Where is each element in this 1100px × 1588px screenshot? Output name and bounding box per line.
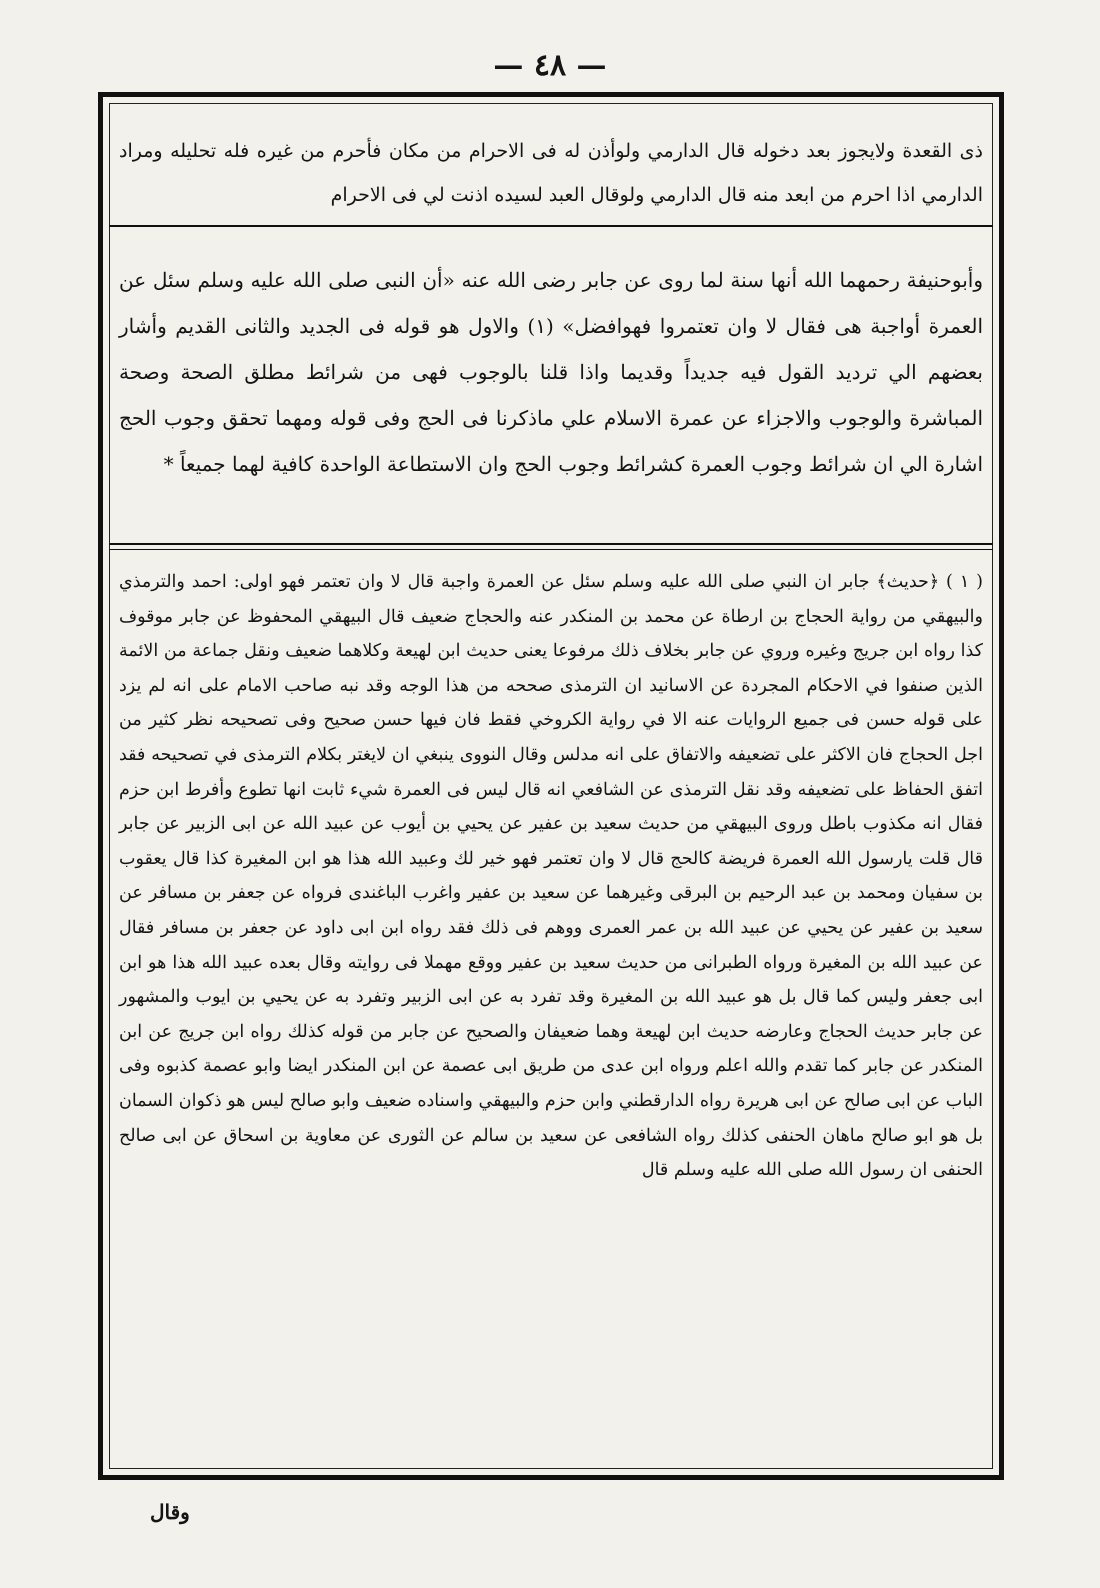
page-frame bbox=[98, 92, 1004, 1480]
section-divider-footnotes bbox=[109, 543, 993, 545]
footnote-takhrij-section bbox=[119, 565, 983, 1188]
commentary-top-text: ذى القعدة ولايجوز بعد دخوله قال الدارمي ولوأذن له فى الاحرام من مكان فأحرم من غيره فله تحليله ومراد الدارمي اذا احرم من ابعد منه قال الدارمي ولوقال العبد لسيده اذنت لي فى الاحرام bbox=[119, 140, 983, 206]
commentary-top-section bbox=[119, 129, 983, 217]
page-number: — ٤٨ — bbox=[493, 48, 607, 83]
section-divider-top bbox=[109, 225, 993, 227]
main-text-section bbox=[119, 257, 983, 487]
catchword: وقال bbox=[150, 1500, 190, 1524]
main-text-paragraph: وأبوحنيفة رحمهما الله أنها سنة لما روى عن جابر رضى الله عنه «أن النبى صلى الله عليه وسلم سئل عن العمرة أواجبة هى فقال لا وان تعتمروا فهوافضل» (١) والاول هو قوله فى الجديد والثانى القديم وأشار بعضهم الي ترديد القول فيه جديداً وقديما واذا قلنا بالوجوب فهى من شرائط مطلق الصحة وصحة المباشرة والوجوب والاجزاء عن عمرة الاسلام علي ماذكرنا فى الحج وفى قوله ومهما تحقق وجوب الحج اشارة الي ان شرائط وجوب العمرة كشرائط وجوب الحج وان الاستطاعة الواحدة كافية لهما جميعاً * bbox=[119, 268, 983, 476]
section-divider-footnotes-thin bbox=[109, 549, 993, 550]
footnote-takhrij-text: ( ١ ) ﴿حديث﴾ جابر ان النبي صلى الله عليه وسلم سئل عن العمرة واجبة قال لا وان تعتمر فهو اولى: احمد والترمذي والبيهقي من رواية الحجاج بن ارطاة عن محمد بن المنكدر عنه والحجاج ضعيف قال البيهقي المحفوظ عن جابر موقوف كذا رواه ابن جريج وغيره وروي عن جابر بخلاف ذلك مرفوعا يعنى حديث ابن لهيعة وكلاهما ضعيف ونقل جماعة من الائمة الذين صنفوا في الاحكام المجردة عن الاسانيد ان الترمذى صححه من هذا الوجه وقد نبه صاحب الامام على انه لم يزد على قوله حسن فى جميع الروايات عنه الا في رواية الكروخي فقط فان فيها حسن صحيح وفى تصحيحه نظر كثير من اجل الحجاج فان الاكثر على تضعيفه والاتفاق على انه مدلس وقال النووى ينبغي ان لايغتر بكلام الترمذى في تصحيحه فقد اتفق الحفاظ على تضعيفه وقد نقل الترمذى عن الشافعي انه قال ليس فى العمرة شيء ثابت انها تطوع وأفرط ابن حزم فقال انه مكذوب باطل وروى البيهقي من حديث سعيد بن عفير عن يحيي بن أيوب عن عبيد الله عن ابى الزبير عن جابر قال قلت يارسول الله العمرة فريضة كالحج قال لا وان تعتمر فهو خير لك وعبيد الله هذا هو ابن المغيرة كذا قال يعقوب بن سفيان ومحمد بن عبد الرحيم بن البرقى وغيرهما عن سعيد بن عفير واغرب الباغندى فرواه عن جعفر بن مسافر عن سعيد بن عفير عن يحيي عن عبيد الله بن عمر العمرى ووهم فى ذلك فقد رواه ابن ابى داود عن جعفر بن مسافر فقال عن عبيد الله بن المغيرة ورواه الطبرانى من حديث سعيد بن عفير ووقع مهملا فى روايته وقال بعده عبيد الله هذا هو ابن ابى جعفر وليس كما قال بل هو عبيد الله بن المغيرة وقد تفرد به عن ابى الزبير وتفرد به عن يحيي بن ايوب والمشهور عن جابر حديث الحجاج وعارضه حديث ابن لهيعة وهما ضعيفان والصحيح عن جابر من قوله كذلك رواه ابن جريج عن ابن المنكدر عن جابر كما تقدم والله اعلم ورواه ابن عدى من طريق ابى عصمة عن ابن المنكدر ايضا وابو عصمة كذبوه وفى الباب عن ابى صالح عن ابى هريرة رواه الدارقطني وابن حزم والبيهقي واسناده ضعيف وابو صالح ليس هو ذكوان السمان بل هو ابو صالح ماهان الحنفى كذلك رواه الشافعى عن سعيد بن سالم عن الثورى عن معاوية بن اسحاق عن ابى صالح الحنفى ان رسول الله صلى الله عليه وسلم قال bbox=[119, 572, 983, 1181]
